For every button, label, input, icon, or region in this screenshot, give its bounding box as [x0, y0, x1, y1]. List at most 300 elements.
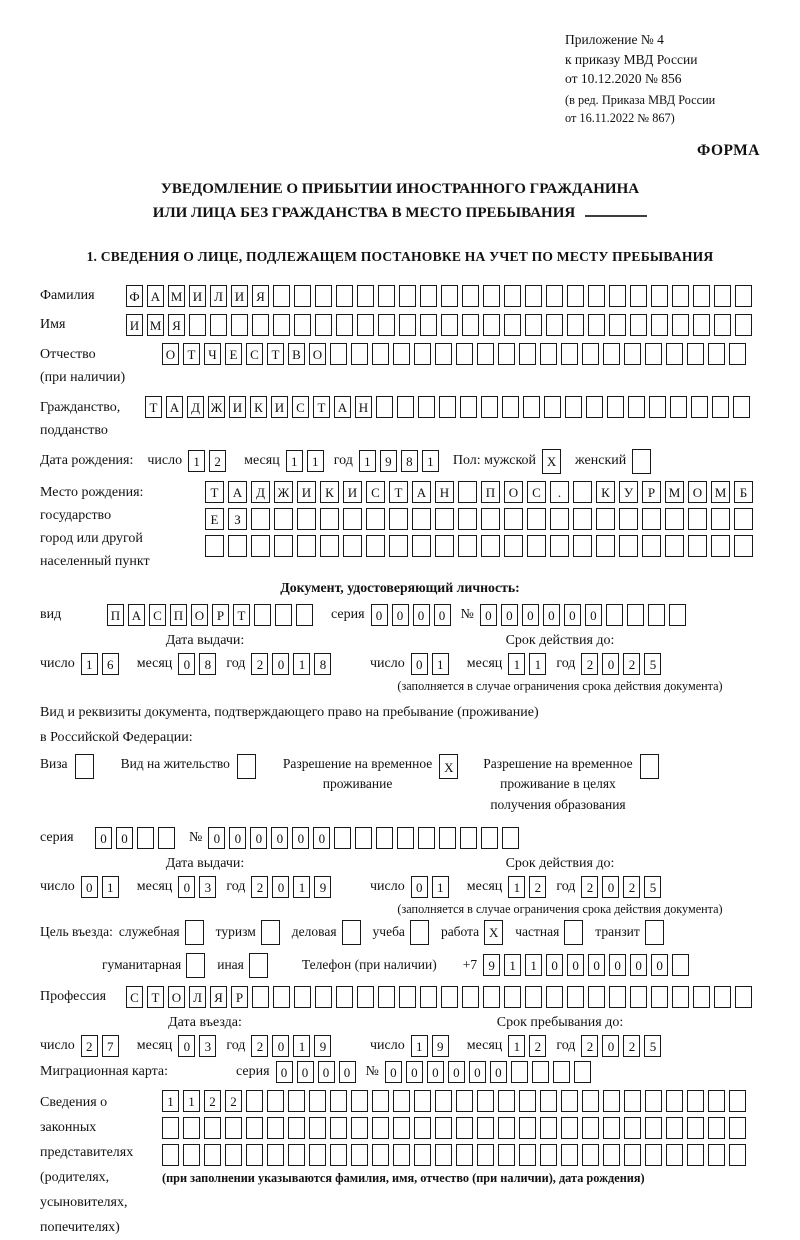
birthplace-boxes-row2-cell-23[interactable]	[711, 508, 730, 530]
surname-boxes-cell-30[interactable]	[735, 285, 752, 307]
residence-issue-month-cell-2[interactable]: 3	[199, 876, 216, 898]
residence-number-boxes-cell-3[interactable]: 0	[250, 827, 267, 849]
profession-boxes-cell-4[interactable]: Л	[189, 986, 206, 1008]
profession-boxes-cell-16[interactable]	[441, 986, 458, 1008]
patronymic-boxes-cell-7[interactable]: В	[288, 343, 305, 365]
stay-year[interactable]	[581, 1035, 665, 1057]
birthplace-boxes-row3-cell-3[interactable]	[251, 535, 270, 557]
profession-boxes-cell-21[interactable]	[546, 986, 563, 1008]
citizenship-boxes-cell-13[interactable]	[397, 396, 414, 418]
stay-month-cell-1[interactable]: 1	[508, 1035, 525, 1057]
name-boxes-cell-17[interactable]	[462, 314, 479, 336]
residence-number-boxes-cell-12[interactable]	[439, 827, 456, 849]
birthplace-boxes-row1-cell-16[interactable]: .	[550, 481, 569, 503]
patronymic-boxes-cell-24[interactable]	[645, 343, 662, 365]
entry-year-cell-2[interactable]: 0	[272, 1035, 289, 1057]
doc-valid-month-cell-2[interactable]: 1	[529, 653, 546, 675]
residence-valid-day-cell-2[interactable]: 1	[432, 876, 449, 898]
patronymic-boxes-cell-3[interactable]: Ч	[204, 343, 221, 365]
doc-series-boxes-cell-4[interactable]: 0	[434, 604, 451, 626]
phone-boxes-cell-9[interactable]: 0	[651, 954, 668, 976]
citizenship-boxes-cell-29[interactable]	[733, 396, 750, 418]
surname-boxes-cell-20[interactable]	[525, 285, 542, 307]
birthplace-boxes-row2-cell-15[interactable]	[527, 508, 546, 530]
citizenship-boxes-cell-19[interactable]	[523, 396, 540, 418]
profession-boxes-cell-11[interactable]	[336, 986, 353, 1008]
residence-series-boxes-cell-2[interactable]: 0	[116, 827, 133, 849]
entry-year-cell-4[interactable]: 9	[314, 1035, 331, 1057]
birthplace-boxes-row3-cell-13[interactable]	[481, 535, 500, 557]
birthplace-boxes-row2-cell-3[interactable]	[251, 508, 270, 530]
patronymic-boxes-cell-25[interactable]	[666, 343, 683, 365]
birthplace-boxes-row2-cell-17[interactable]	[573, 508, 592, 530]
profession-boxes-cell-26[interactable]	[651, 986, 668, 1008]
birthplace-boxes-row2-cell-9[interactable]	[389, 508, 408, 530]
name-boxes-cell-15[interactable]	[420, 314, 437, 336]
profession-boxes-cell-9[interactable]	[294, 986, 311, 1008]
mig-series-boxes-cell-1[interactable]: 0	[276, 1061, 293, 1083]
representatives-boxes-row1-cell-25[interactable]	[666, 1090, 683, 1112]
profession-boxes-cell-19[interactable]	[504, 986, 521, 1008]
profession-boxes[interactable]	[126, 986, 756, 1008]
sex-male-checkbox[interactable]	[542, 449, 565, 474]
patronymic-boxes-cell-2[interactable]: Т	[183, 343, 200, 365]
birthplace-boxes-row1-cell-12[interactable]	[458, 481, 477, 503]
name-boxes-cell-21[interactable]	[546, 314, 563, 336]
surname-boxes-cell-26[interactable]	[651, 285, 668, 307]
birthplace-boxes-row1-cell-7[interactable]: И	[343, 481, 362, 503]
birthplace-boxes-row2-cell-18[interactable]	[596, 508, 615, 530]
doc-number-boxes-cell-5[interactable]: 0	[564, 604, 581, 626]
doc-number-boxes-cell-8[interactable]	[627, 604, 644, 626]
mig-series-boxes-cell-2[interactable]: 0	[297, 1061, 314, 1083]
residence-issue-year[interactable]	[251, 876, 335, 898]
birthplace-boxes-row2-cell-20[interactable]	[642, 508, 661, 530]
profession-boxes-cell-29[interactable]	[714, 986, 731, 1008]
patronymic-boxes-cell-5[interactable]: С	[246, 343, 263, 365]
representatives-boxes-row2-cell-2[interactable]	[183, 1117, 200, 1139]
surname-boxes-cell-4[interactable]: И	[189, 285, 206, 307]
purpose-turizm-checkbox-cell-1[interactable]	[261, 920, 280, 945]
representatives-boxes-row2-cell-25[interactable]	[666, 1117, 683, 1139]
residence-number-boxes-cell-14[interactable]	[481, 827, 498, 849]
birth-month-boxes[interactable]	[286, 450, 328, 472]
doc-kind-boxes-cell-9[interactable]	[275, 604, 292, 626]
citizenship-boxes-cell-20[interactable]	[544, 396, 561, 418]
residence-valid-year-cell-2[interactable]: 0	[602, 876, 619, 898]
doc-issue-year-cell-2[interactable]: 0	[272, 653, 289, 675]
birthplace-boxes-row2-cell-1[interactable]: Е	[205, 508, 224, 530]
surname-boxes-cell-9[interactable]	[294, 285, 311, 307]
surname-boxes-cell-24[interactable]	[609, 285, 626, 307]
birthplace-boxes-row3-cell-20[interactable]	[642, 535, 661, 557]
residence-permit-checkbox[interactable]	[237, 754, 260, 779]
representatives-boxes-row1-cell-6[interactable]	[267, 1090, 284, 1112]
stay-day-cell-1[interactable]: 1	[411, 1035, 428, 1057]
surname-boxes-cell-16[interactable]	[441, 285, 458, 307]
birth-year-boxes-cell-2[interactable]: 9	[380, 450, 397, 472]
birthplace-boxes-row1-cell-13[interactable]: П	[481, 481, 500, 503]
entry-month-cell-2[interactable]: 3	[199, 1035, 216, 1057]
representatives-boxes-row1-cell-21[interactable]	[582, 1090, 599, 1112]
doc-issue-month-cell-1[interactable]: 0	[178, 653, 195, 675]
patronymic-boxes-cell-12[interactable]	[393, 343, 410, 365]
surname-boxes-cell-25[interactable]	[630, 285, 647, 307]
residence-valid-month-cell-1[interactable]: 1	[508, 876, 525, 898]
patronymic-boxes-cell-8[interactable]: О	[309, 343, 326, 365]
birth-day-boxes-cell-1[interactable]: 1	[188, 450, 205, 472]
birthplace-boxes-row3[interactable]	[205, 535, 757, 557]
name-boxes[interactable]	[126, 314, 756, 336]
representatives-boxes-row1-cell-12[interactable]	[393, 1090, 410, 1112]
phone-boxes-cell-1[interactable]: 9	[483, 954, 500, 976]
surname-boxes-cell-12[interactable]	[357, 285, 374, 307]
entry-year-cell-3[interactable]: 1	[293, 1035, 310, 1057]
residence-issue-day-cell-1[interactable]: 0	[81, 876, 98, 898]
patronymic-boxes-cell-26[interactable]	[687, 343, 704, 365]
doc-issue-month[interactable]	[178, 653, 220, 675]
mig-number-boxes-cell-6[interactable]: 0	[490, 1061, 507, 1083]
doc-kind-boxes-cell-8[interactable]	[254, 604, 271, 626]
birthplace-boxes-row3-cell-8[interactable]	[366, 535, 385, 557]
birthplace-boxes-row3-cell-1[interactable]	[205, 535, 224, 557]
birth-month-boxes-cell-2[interactable]: 1	[307, 450, 324, 472]
surname-boxes-cell-2[interactable]: А	[147, 285, 164, 307]
patronymic-boxes-cell-20[interactable]	[561, 343, 578, 365]
citizenship-boxes-cell-24[interactable]	[628, 396, 645, 418]
mig-number-boxes-cell-5[interactable]: 0	[469, 1061, 486, 1083]
representatives-boxes-row1-cell-18[interactable]	[519, 1090, 536, 1112]
profession-boxes-cell-24[interactable]	[609, 986, 626, 1008]
surname-boxes-cell-6[interactable]: И	[231, 285, 248, 307]
entry-day[interactable]	[81, 1035, 123, 1057]
doc-kind-boxes-cell-1[interactable]: П	[107, 604, 124, 626]
phone-boxes-cell-8[interactable]: 0	[630, 954, 647, 976]
citizenship-boxes-cell-23[interactable]	[607, 396, 624, 418]
citizenship-boxes-cell-17[interactable]	[481, 396, 498, 418]
citizenship-boxes-cell-18[interactable]	[502, 396, 519, 418]
representatives-boxes-row2-cell-9[interactable]	[330, 1117, 347, 1139]
representatives-boxes-row2[interactable]	[162, 1117, 750, 1139]
name-boxes-cell-1[interactable]: И	[126, 314, 143, 336]
name-boxes-cell-13[interactable]	[378, 314, 395, 336]
birthplace-boxes-row1-cell-14[interactable]: О	[504, 481, 523, 503]
birthplace-boxes-row3-cell-21[interactable]	[665, 535, 684, 557]
doc-kind-boxes[interactable]	[107, 604, 317, 626]
mig-series-boxes-cell-3[interactable]: 0	[318, 1061, 335, 1083]
representatives-boxes-row1-cell-1[interactable]: 1	[162, 1090, 179, 1112]
profession-boxes-cell-3[interactable]: О	[168, 986, 185, 1008]
birthplace-boxes-row3-cell-23[interactable]	[711, 535, 730, 557]
phone-boxes-cell-5[interactable]: 0	[567, 954, 584, 976]
birthplace-boxes-row3-cell-17[interactable]	[573, 535, 592, 557]
representatives-boxes-row2-cell-21[interactable]	[582, 1117, 599, 1139]
entry-day-cell-1[interactable]: 2	[81, 1035, 98, 1057]
residence-number-boxes-cell-11[interactable]	[418, 827, 435, 849]
birthplace-boxes-row2-cell-24[interactable]	[734, 508, 753, 530]
name-boxes-cell-8[interactable]	[273, 314, 290, 336]
citizenship-boxes-cell-1[interactable]: Т	[145, 396, 162, 418]
doc-kind-boxes-cell-4[interactable]: П	[170, 604, 187, 626]
patronymic-boxes-cell-16[interactable]	[477, 343, 494, 365]
name-boxes-cell-22[interactable]	[567, 314, 584, 336]
phone-boxes-cell-10[interactable]	[672, 954, 689, 976]
representatives-boxes-row2-cell-1[interactable]	[162, 1117, 179, 1139]
doc-number-boxes-cell-6[interactable]: 0	[585, 604, 602, 626]
mig-number-boxes-cell-1[interactable]: 0	[385, 1061, 402, 1083]
representatives-boxes-row2-cell-26[interactable]	[687, 1117, 704, 1139]
surname-boxes-cell-22[interactable]	[567, 285, 584, 307]
residence-valid-year-cell-3[interactable]: 2	[623, 876, 640, 898]
doc-issue-day[interactable]	[81, 653, 123, 675]
doc-issue-year-cell-3[interactable]: 1	[293, 653, 310, 675]
name-boxes-cell-14[interactable]	[399, 314, 416, 336]
profession-boxes-cell-13[interactable]	[378, 986, 395, 1008]
profession-boxes-cell-5[interactable]: Я	[210, 986, 227, 1008]
purpose-delovaya-checkbox[interactable]	[342, 920, 365, 945]
representatives-boxes-row1-cell-26[interactable]	[687, 1090, 704, 1112]
visa-checkbox-cell-1[interactable]	[75, 754, 94, 779]
representatives-boxes-row1-cell-11[interactable]	[372, 1090, 389, 1112]
birthplace-boxes-row2-cell-10[interactable]	[412, 508, 431, 530]
residence-number-boxes-cell-8[interactable]	[355, 827, 372, 849]
profession-boxes-cell-30[interactable]	[735, 986, 752, 1008]
name-boxes-cell-7[interactable]	[252, 314, 269, 336]
citizenship-boxes[interactable]	[145, 396, 754, 418]
doc-valid-day-cell-2[interactable]: 1	[432, 653, 449, 675]
purpose-turizm-checkbox[interactable]	[261, 920, 284, 945]
birthplace-boxes-row2-cell-12[interactable]	[458, 508, 477, 530]
surname-boxes-cell-1[interactable]: Ф	[126, 285, 143, 307]
birthplace-boxes-row1-cell-6[interactable]: К	[320, 481, 339, 503]
doc-issue-day-cell-2[interactable]: 6	[102, 653, 119, 675]
entry-year-cell-1[interactable]: 2	[251, 1035, 268, 1057]
representatives-boxes-row2-cell-3[interactable]	[204, 1117, 221, 1139]
representatives-boxes-row1-cell-15[interactable]	[456, 1090, 473, 1112]
surname-boxes-cell-23[interactable]	[588, 285, 605, 307]
birth-day-boxes-cell-2[interactable]: 2	[209, 450, 226, 472]
stay-year-cell-1[interactable]: 2	[581, 1035, 598, 1057]
patronymic-boxes-cell-22[interactable]	[603, 343, 620, 365]
profession-boxes-cell-15[interactable]	[420, 986, 437, 1008]
doc-series-boxes-cell-1[interactable]: 0	[371, 604, 388, 626]
representatives-boxes-row1-cell-2[interactable]: 1	[183, 1090, 200, 1112]
doc-valid-day-cell-1[interactable]: 0	[411, 653, 428, 675]
birth-year-boxes-cell-4[interactable]: 1	[422, 450, 439, 472]
temp-permit-checkbox[interactable]	[439, 754, 462, 779]
representatives-boxes-row1-cell-3[interactable]: 2	[204, 1090, 221, 1112]
phone-boxes-cell-2[interactable]: 1	[504, 954, 521, 976]
birthplace-boxes-row1-cell-23[interactable]: М	[711, 481, 730, 503]
doc-valid-year-cell-2[interactable]: 0	[602, 653, 619, 675]
representatives-boxes-row1-cell-19[interactable]	[540, 1090, 557, 1112]
representatives-boxes-row2-cell-12[interactable]	[393, 1117, 410, 1139]
residence-number-boxes-cell-1[interactable]: 0	[208, 827, 225, 849]
profession-boxes-cell-7[interactable]	[252, 986, 269, 1008]
birthplace-boxes-row2-cell-5[interactable]	[297, 508, 316, 530]
birthplace-boxes-row2-cell-16[interactable]	[550, 508, 569, 530]
birthplace-boxes-row3-cell-16[interactable]	[550, 535, 569, 557]
residence-series-boxes[interactable]	[95, 827, 179, 849]
doc-issue-year-cell-4[interactable]: 8	[314, 653, 331, 675]
mig-series-boxes-cell-4[interactable]: 0	[339, 1061, 356, 1083]
purpose-gumanitarnaya-checkbox-cell-1[interactable]	[186, 953, 205, 978]
profession-boxes-cell-18[interactable]	[483, 986, 500, 1008]
doc-valid-year-cell-3[interactable]: 2	[623, 653, 640, 675]
birthplace-boxes-row3-cell-22[interactable]	[688, 535, 707, 557]
patronymic-boxes-cell-14[interactable]	[435, 343, 452, 365]
doc-issue-month-cell-2[interactable]: 8	[199, 653, 216, 675]
doc-kind-boxes-cell-10[interactable]	[296, 604, 313, 626]
birthplace-boxes-row1-cell-24[interactable]: Б	[734, 481, 753, 503]
birthplace-boxes-row1-cell-2[interactable]: А	[228, 481, 247, 503]
stay-month-cell-2[interactable]: 2	[529, 1035, 546, 1057]
sex-male-checkbox-cell-1[interactable]: X	[542, 449, 561, 474]
residence-number-boxes-cell-13[interactable]	[460, 827, 477, 849]
representatives-boxes-row2-cell-23[interactable]	[624, 1117, 641, 1139]
representatives-boxes-row2-cell-22[interactable]	[603, 1117, 620, 1139]
birthplace-boxes-row1-cell-4[interactable]: Ж	[274, 481, 293, 503]
citizenship-boxes-cell-8[interactable]: С	[292, 396, 309, 418]
name-boxes-cell-11[interactable]	[336, 314, 353, 336]
citizenship-boxes-cell-10[interactable]: А	[334, 396, 351, 418]
profession-boxes-cell-25[interactable]	[630, 986, 647, 1008]
citizenship-boxes-cell-2[interactable]: А	[166, 396, 183, 418]
birthplace-boxes-row2-cell-21[interactable]	[665, 508, 684, 530]
birthplace-boxes-row3-cell-5[interactable]	[297, 535, 316, 557]
patronymic-boxes-cell-4[interactable]: Е	[225, 343, 242, 365]
doc-number-boxes-cell-4[interactable]: 0	[543, 604, 560, 626]
birthplace-boxes-row2[interactable]	[205, 508, 757, 530]
birth-day-boxes[interactable]	[188, 450, 230, 472]
visa-checkbox[interactable]	[75, 754, 98, 779]
birthplace-boxes-row2-cell-11[interactable]	[435, 508, 454, 530]
birthplace-boxes-row3-cell-12[interactable]	[458, 535, 477, 557]
name-boxes-cell-27[interactable]	[672, 314, 689, 336]
doc-number-boxes-cell-3[interactable]: 0	[522, 604, 539, 626]
mig-number-boxes-cell-4[interactable]: 0	[448, 1061, 465, 1083]
phone-boxes-cell-6[interactable]: 0	[588, 954, 605, 976]
representatives-boxes-row1-cell-17[interactable]	[498, 1090, 515, 1112]
profession-boxes-cell-10[interactable]	[315, 986, 332, 1008]
residence-series-boxes-cell-1[interactable]: 0	[95, 827, 112, 849]
citizenship-boxes-cell-6[interactable]: К	[250, 396, 267, 418]
citizenship-boxes-cell-22[interactable]	[586, 396, 603, 418]
citizenship-boxes-cell-11[interactable]: Н	[355, 396, 372, 418]
birthplace-boxes-row1-cell-10[interactable]: А	[412, 481, 431, 503]
doc-valid-year-cell-1[interactable]: 2	[581, 653, 598, 675]
representatives-boxes-row1-cell-14[interactable]	[435, 1090, 452, 1112]
entry-month-cell-1[interactable]: 0	[178, 1035, 195, 1057]
doc-valid-month[interactable]	[508, 653, 550, 675]
edu-permit-checkbox[interactable]	[640, 754, 663, 779]
residence-valid-year-cell-4[interactable]: 5	[644, 876, 661, 898]
doc-valid-month-cell-1[interactable]: 1	[508, 653, 525, 675]
citizenship-boxes-cell-27[interactable]	[691, 396, 708, 418]
representatives-boxes-row1-cell-4[interactable]: 2	[225, 1090, 242, 1112]
doc-number-boxes-cell-9[interactable]	[648, 604, 665, 626]
stay-year-cell-2[interactable]: 0	[602, 1035, 619, 1057]
surname-boxes-cell-3[interactable]: М	[168, 285, 185, 307]
mig-series-boxes[interactable]	[276, 1061, 360, 1083]
stay-year-cell-3[interactable]: 2	[623, 1035, 640, 1057]
birthplace-boxes-row2-cell-22[interactable]	[688, 508, 707, 530]
profession-boxes-cell-27[interactable]	[672, 986, 689, 1008]
birthplace-boxes-row2-cell-19[interactable]	[619, 508, 638, 530]
residence-valid-year-cell-1[interactable]: 2	[581, 876, 598, 898]
birthplace-boxes-row3-cell-10[interactable]	[412, 535, 431, 557]
profession-boxes-cell-17[interactable]	[462, 986, 479, 1008]
residence-valid-day-cell-1[interactable]: 0	[411, 876, 428, 898]
patronymic-boxes-cell-21[interactable]	[582, 343, 599, 365]
birthplace-boxes-row1-cell-9[interactable]: Т	[389, 481, 408, 503]
patronymic-boxes-cell-18[interactable]	[519, 343, 536, 365]
profession-boxes-cell-2[interactable]: Т	[147, 986, 164, 1008]
doc-kind-boxes-cell-2[interactable]: А	[128, 604, 145, 626]
name-boxes-cell-6[interactable]	[231, 314, 248, 336]
residence-issue-day[interactable]	[81, 876, 123, 898]
representatives-boxes-row2-cell-27[interactable]	[708, 1117, 725, 1139]
representatives-boxes-row2-cell-6[interactable]	[267, 1117, 284, 1139]
representatives-boxes-row2-cell-24[interactable]	[645, 1117, 662, 1139]
purpose-chastnaya-checkbox-cell-1[interactable]	[564, 920, 583, 945]
doc-valid-year[interactable]	[581, 653, 665, 675]
purpose-ucheba-checkbox[interactable]	[410, 920, 433, 945]
residence-number-boxes-cell-5[interactable]: 0	[292, 827, 309, 849]
representatives-boxes-row2-cell-7[interactable]	[288, 1117, 305, 1139]
surname-boxes-cell-21[interactable]	[546, 285, 563, 307]
surname-boxes-cell-5[interactable]: Л	[210, 285, 227, 307]
birthplace-boxes-row1-cell-11[interactable]: Н	[435, 481, 454, 503]
phone-boxes-cell-3[interactable]: 1	[525, 954, 542, 976]
representatives-boxes-row2-cell-18[interactable]	[519, 1117, 536, 1139]
surname-boxes-cell-27[interactable]	[672, 285, 689, 307]
representatives-boxes-row1-cell-7[interactable]	[288, 1090, 305, 1112]
mig-number-boxes-cell-9[interactable]	[553, 1061, 570, 1083]
profession-boxes-cell-8[interactable]	[273, 986, 290, 1008]
residence-issue-day-cell-2[interactable]: 1	[102, 876, 119, 898]
residence-number-boxes-cell-9[interactable]	[376, 827, 393, 849]
name-boxes-cell-18[interactable]	[483, 314, 500, 336]
purpose-sluzhebnaya-checkbox-cell-1[interactable]	[185, 920, 204, 945]
patronymic-boxes-cell-6[interactable]: Т	[267, 343, 284, 365]
birthplace-boxes-row3-cell-14[interactable]	[504, 535, 523, 557]
entry-month[interactable]	[178, 1035, 220, 1057]
citizenship-boxes-cell-26[interactable]	[670, 396, 687, 418]
representatives-boxes-row2-cell-4[interactable]	[225, 1117, 242, 1139]
citizenship-boxes-cell-5[interactable]: И	[229, 396, 246, 418]
birthplace-boxes-row1-cell-5[interactable]: И	[297, 481, 316, 503]
birthplace-boxes-row3-cell-6[interactable]	[320, 535, 339, 557]
representatives-boxes-row2-cell-20[interactable]	[561, 1117, 578, 1139]
birthplace-boxes-row1[interactable]	[205, 481, 757, 503]
patronymic-boxes-cell-13[interactable]	[414, 343, 431, 365]
citizenship-boxes-cell-3[interactable]: Д	[187, 396, 204, 418]
purpose-rabota-checkbox[interactable]	[484, 920, 507, 945]
patronymic-boxes-cell-23[interactable]	[624, 343, 641, 365]
surname-boxes-cell-13[interactable]	[378, 285, 395, 307]
doc-number-boxes-cell-1[interactable]: 0	[480, 604, 497, 626]
doc-series-boxes-cell-2[interactable]: 0	[392, 604, 409, 626]
representatives-boxes-row1-cell-10[interactable]	[351, 1090, 368, 1112]
surname-boxes-cell-18[interactable]	[483, 285, 500, 307]
patronymic-boxes-cell-19[interactable]	[540, 343, 557, 365]
surname-boxes-cell-8[interactable]	[273, 285, 290, 307]
purpose-inaya-checkbox-cell-1[interactable]	[249, 953, 268, 978]
birthplace-boxes-row3-cell-18[interactable]	[596, 535, 615, 557]
representatives-boxes-row2-cell-28[interactable]	[729, 1117, 746, 1139]
birthplace-boxes-row1-cell-8[interactable]: С	[366, 481, 385, 503]
